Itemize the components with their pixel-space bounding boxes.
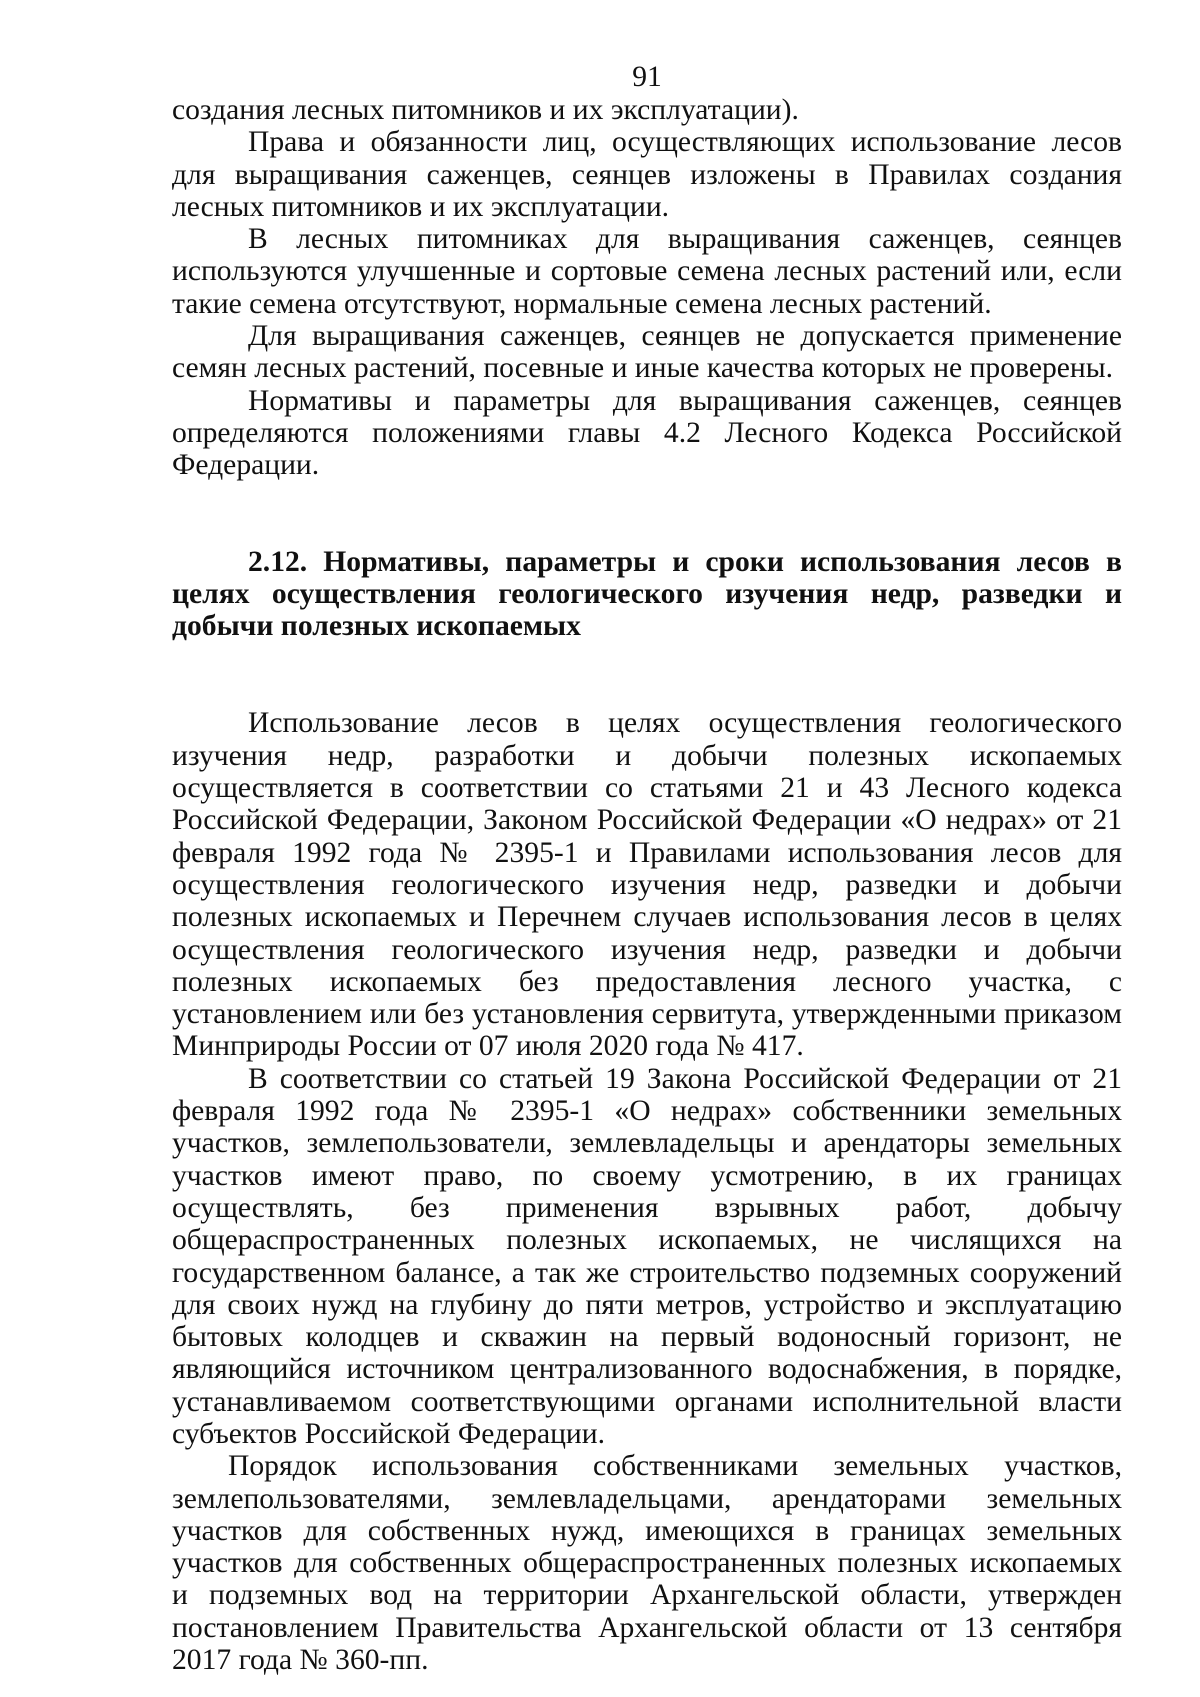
paragraph-nursery-seeds: В лесных питомниках для выращивания саженцев, сеянцев используются улучшенные и сортовые семена лесных растений или, если такие семена отсутствуют, нормальные семена лесных растений. xyxy=(172,223,1122,320)
page-number: 91 xyxy=(632,61,662,93)
section-body xyxy=(172,707,1122,1676)
paragraph-norms-parameters: Нормативы и параметры для выращивания саженцев, сеянцев определяются положениями главы 4.2 Лесного Кодекса Российской Федерации. xyxy=(172,384,1122,482)
document-page xyxy=(172,60,1122,1676)
paragraph-geological-use: Использование лесов в целях осуществления геологического изучения недр, разработки и добычи полезных ископаемых осуществляется в соответствии со статьями 21 и 43 Лесного кодекса Российской Федерации, Законом Российской Федерации «О недрах» от 21 февраля 1992 года № 2395-1 и Правилами использования лесов для осуществления геологического изучения недр, разведки и добычи полезных ископаемых и Перечнем случаев использования лесов в целях осуществления геологического изучения недр, разведки и добычи полезных ископаемых без предоставления лесного участка, с установлением или без установления сервитута, утвержденными приказом Минприроды России от 07 июля 2020 года № 417. xyxy=(172,707,1122,1063)
paragraph-arkhangelsk-order: Порядок использования собственниками земельных участков, землепользователями, землевладельцами, арендаторами земельных участков для собственных нужд, имеющихся в границах земельных участков для собственных общераспространенных полезных ископаемых и подземных вод на территории Архангельской области, утвержден постановлением Правительства Архангельской области от 13 сентября 2017 года № 360-пп. xyxy=(172,1450,1122,1677)
section-heading: 2.12. Нормативы, параметры и сроки использования лесов в целях осуществления геологического изучения недр, разведки и добычи полезных ископаемых xyxy=(172,545,1122,643)
paragraph-rights-obligations: Права и обязанности лиц, осуществляющих использование лесов для выращивания саженцев, сеянцев изложены в Правилах создания лесных питомников и их эксплуатации. xyxy=(172,126,1122,223)
paragraph-article-19: В соответствии со статьей 19 Закона Российской Федерации от 21 февраля 1992 года № 2395-1 «О недрах» собственники земельных участков, землепользователи, землевладельцы и арендаторы земельных участков имеют право, по своему усмотрению, в их границах осуществлять, без применения взрывных работ, добычу общераспространенных полезных ископаемых, не числящихся на государственном балансе, а так же строительство подземных сооружений для своих нужд на глубину до пяти метров, устройство и эксплуатацию бытовых колодцев и скважин на первый водоносный горизонт, не являющийся источником централизованного водоснабжения, в порядке, устанавливаемом соответствующими органами исполнительной власти субъектов Российской Федерации. xyxy=(172,1062,1122,1450)
paragraph-seed-restriction: Для выращивания саженцев, сеянцев не допускается применение семян лесных растений, посевные и иные качества которых не проверены. xyxy=(172,320,1122,385)
paragraph-continuation: создания лесных питомников и их эксплуатации). xyxy=(172,94,799,126)
